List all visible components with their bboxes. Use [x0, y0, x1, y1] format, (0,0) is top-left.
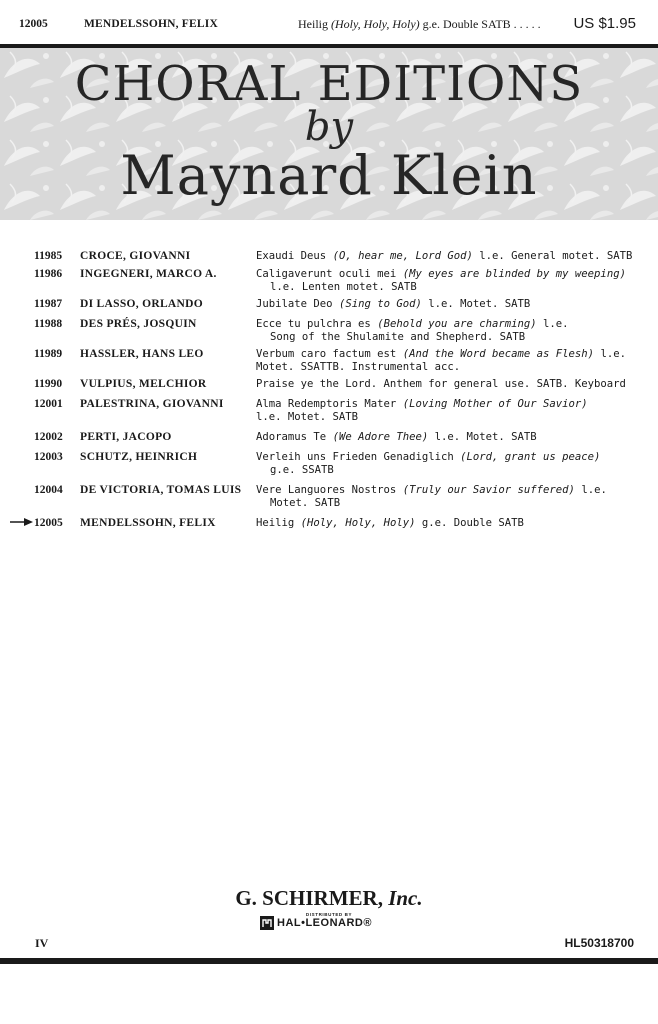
work-notes: l.e.	[600, 348, 626, 360]
series-banner	[0, 48, 658, 220]
work-notes: g.e. SSATB	[270, 464, 334, 476]
arrow-right-icon	[10, 516, 34, 528]
catalog-work	[256, 378, 636, 391]
catalog-number: 12001	[34, 398, 63, 410]
catalog-composer: PERTI, JACOPO	[80, 431, 172, 443]
work-latin: Exaudi Deus	[256, 250, 327, 262]
catalog-work	[256, 484, 636, 510]
work-latin: Alma Redemptoris Mater	[256, 398, 397, 410]
work-translation: (Lord, grant us peace)	[460, 451, 601, 463]
work-notes-line2: Motet. SSATTB. Instrumental acc.	[256, 361, 461, 373]
series-editor: Maynard Klein	[120, 144, 538, 207]
work-translation: (Loving Mother of Our Savior)	[402, 398, 588, 410]
work-notes: l.e.	[581, 484, 607, 496]
catalog-number: 11988	[34, 318, 63, 330]
catalog-number: 12005	[34, 517, 63, 529]
catalog-number: 11987	[34, 298, 63, 310]
series-by: by	[304, 104, 354, 150]
composer-name: MENDELSSOHN, FELIX	[84, 18, 218, 30]
work-latin: Caligaverunt oculi mei	[256, 268, 397, 280]
work-notes: l.e.	[543, 318, 569, 330]
catalog-composer: VULPIUS, MELCHIOR	[80, 378, 207, 390]
catalog-composer: SCHUTZ, HEINRICH	[80, 451, 198, 463]
work-notes-line2: Motet. SATB	[270, 497, 341, 509]
work-title-translation: (Holy, Holy, Holy)	[331, 17, 420, 31]
leader-dots: . . . . .	[513, 17, 541, 31]
catalog-composer: PALESTRINA, GIOVANNI	[80, 398, 224, 410]
work-title-plain: Heilig	[298, 17, 328, 31]
catalog-number: 12002	[34, 431, 63, 443]
page-number: IV	[35, 936, 49, 950]
work-translation: (Behold you are charming)	[377, 318, 537, 330]
catalog-work	[256, 298, 636, 311]
work-latin: Heilig	[256, 517, 295, 529]
catalog-composer: MENDELSSOHN, FELIX	[80, 517, 216, 529]
catalog-composer: DI LASSO, ORLANDO	[80, 298, 203, 310]
catalog-composer: DES PRÉS, JOSQUIN	[80, 318, 197, 330]
catalog-code: HL50318700	[564, 936, 634, 950]
catalog-composer: CROCE, GIOVANNI	[80, 250, 191, 262]
catalog-work	[256, 431, 636, 444]
catalog-work	[256, 517, 636, 530]
hal-leonard-logo-icon	[260, 916, 274, 930]
distributed-by-label: DISTRIBUTED BY	[305, 912, 353, 917]
edition-number: 12005	[19, 18, 48, 30]
bottom-rule	[0, 958, 658, 964]
catalog-composer: INGEGNERI, MARCO A.	[80, 268, 217, 280]
catalog-work	[256, 398, 636, 424]
work-translation: (And the Word became as Flesh)	[402, 348, 595, 360]
catalog-work	[256, 318, 636, 344]
series-title: CHORAL EDITIONS	[74, 56, 584, 112]
work-latin: Adoramus Te	[256, 431, 327, 443]
work-translation: (Sing to God)	[338, 298, 422, 310]
work-notes: l.e. Motet. SATB	[428, 298, 531, 310]
publisher-name	[0, 886, 658, 911]
distributor-name: HAL•LEONARD®	[277, 917, 372, 929]
work-latin: Verleih uns Frieden Genadiglich	[256, 451, 454, 463]
work-translation: (My eyes are blinded by my weeping)	[402, 268, 626, 280]
work-translation: (Truly our Savior suffered)	[402, 484, 575, 496]
catalog-work	[256, 268, 636, 294]
price: US $1.95	[573, 15, 636, 32]
work-latin: Ecce tu pulchra es	[256, 318, 371, 330]
work-notes: l.e. Motet. SATB	[434, 431, 537, 443]
catalog-number: 12004	[34, 484, 63, 496]
work-latin: Jubilate Deo	[256, 298, 333, 310]
catalog-work	[256, 348, 636, 374]
publisher-main: G. SCHIRMER,	[235, 886, 383, 910]
work-notes: l.e. General motet. SATB	[479, 250, 633, 262]
catalog-number: 11986	[34, 268, 63, 280]
catalog-number: 12003	[34, 451, 63, 463]
work-translation: (We Adore Thee)	[332, 431, 429, 443]
work-latin: Verbum caro factum est	[256, 348, 397, 360]
catalog-composer: HASSLER, HANS LEO	[80, 348, 204, 360]
work-latin: Praise ye the Lord. Anthem for general use. SATB. Keyboard	[256, 378, 626, 390]
catalog-composer: DE VICTORIA, TOMAS LUIS	[80, 484, 242, 496]
catalog-work	[256, 451, 636, 477]
top-header-line	[0, 0, 658, 46]
catalog-work	[256, 250, 636, 263]
catalog-number: 11989	[34, 348, 63, 360]
work-title	[298, 17, 541, 32]
catalog-number: 11990	[34, 378, 63, 390]
publisher-suffix: Inc.	[388, 886, 423, 910]
catalog-number: 11985	[34, 250, 63, 262]
work-notes-line2: Song of the Shulamite and Shepherd. SATB	[270, 331, 526, 343]
work-notes: g.e. Double SATB	[421, 517, 524, 529]
work-notes: l.e. Lenten motet. SATB	[270, 281, 417, 293]
work-notes: l.e. Motet. SATB	[256, 411, 359, 423]
work-title-voicing: g.e. Double SATB	[422, 17, 511, 31]
work-latin: Vere Languores Nostros	[256, 484, 397, 496]
work-translation: (Holy, Holy, Holy)	[300, 517, 416, 529]
work-translation: (O, hear me, Lord God)	[332, 250, 473, 262]
